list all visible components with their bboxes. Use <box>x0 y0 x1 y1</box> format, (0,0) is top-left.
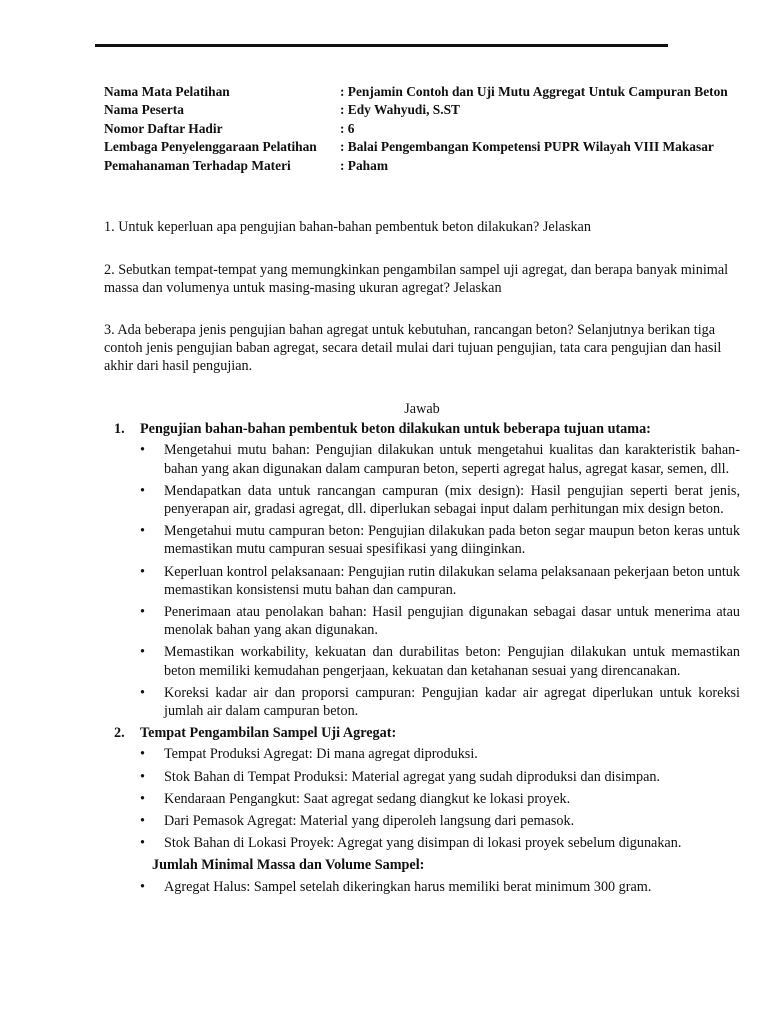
bullet-icon: • <box>140 768 145 785</box>
bullet-icon: • <box>140 878 145 895</box>
list-item <box>104 563 740 599</box>
bullet-icon: • <box>140 442 145 459</box>
section-number: 2. <box>114 725 125 742</box>
section-title: Tempat Pengambilan Sampel Uji Agregat: <box>140 725 397 742</box>
sample-mass-list <box>104 878 740 896</box>
list-item <box>104 834 740 852</box>
bullet-icon: • <box>140 482 145 499</box>
bullet-icon: • <box>140 644 145 661</box>
section-2-list <box>104 745 740 852</box>
bullet-icon: • <box>140 604 145 621</box>
bullet-icon: • <box>140 790 145 807</box>
info-label: Lembaga Penyelenggaraan Pelatihan <box>104 139 317 155</box>
info-value: : 6 <box>340 120 355 136</box>
list-item-text: Mengetahui mutu campuran beton: Pengujian dilakukan pada beton segar maupun beton keras untuk memastikan mutu campuran sesuai spesifikasi yang diinginkan. <box>164 523 740 558</box>
list-item <box>104 441 740 477</box>
list-item <box>104 603 740 639</box>
info-row-attendance <box>104 120 744 138</box>
list-item <box>104 482 740 518</box>
bullet-icon: • <box>140 835 145 852</box>
list-item <box>104 745 740 763</box>
info-label: Pemahanaman Terhadap Materi <box>104 157 291 173</box>
list-item <box>104 812 740 830</box>
list-item <box>104 768 740 786</box>
answers <box>104 400 740 900</box>
bullet-icon: • <box>140 684 145 701</box>
list-item-text: Mendapatkan data untuk rancangan campuran (mix design): Hasil pengujian seperti berat jenis, penyerapan air, gradasi agregat, dll. diperlukan sebagai input dalam perhitungan mix design beton. <box>164 482 740 518</box>
bullet-icon: • <box>140 563 145 580</box>
question-1: 1. Untuk keperluan apa pengujian bahan-bahan pembentuk beton dilakukan? Jelaskan <box>104 219 591 235</box>
info-row-course <box>104 83 744 101</box>
list-item <box>104 684 740 720</box>
list-item-text: Keperluan kontrol pelaksanaan: Pengujian rutin dilakukan selama pelaksanaan pekerjaan beton untuk memastikan konsistensi mutu bahan dan campuran. <box>164 563 740 598</box>
info-value: : Paham <box>340 157 388 173</box>
info-label: Nomor Daftar Hadir <box>104 120 223 136</box>
list-item-text: Stok Bahan di Tempat Produksi: Material agregat yang sudah diproduksi dan disimpan. <box>164 768 661 785</box>
section-1-list <box>104 441 740 720</box>
question-3: 3. Ada beberapa jenis pengujian bahan agregat untuk kebutuhan, rancangan beton? Selanjutnya berikan tiga contoh jenis pengujian baban agregat, secara detail mulai dari tujuan pengujian, tata cara pengujian dan hasil akhir dari hasil pengujian. <box>104 322 722 374</box>
section-1-heading <box>114 420 740 438</box>
questions <box>104 218 740 375</box>
sample-mass-heading: Jumlah Minimal Massa dan Volume Sampel: <box>152 857 425 874</box>
list-item-text: Penerimaan atau penolakan bahan: Hasil pengujian digunakan sebagai dasar untuk menerima atau menolak bahan yang akan digunakan. <box>164 604 740 639</box>
section-number: 1. <box>114 421 125 438</box>
list-item-text: Dari Pemasok Agregat: Material yang diperoleh langsung dari pemasok. <box>164 813 575 830</box>
list-item-text: Agregat Halus: Sampel setelah dikeringkan harus memiliki berat minimum 300 gram. <box>164 878 652 895</box>
info-label: Nama Peserta <box>104 102 184 118</box>
list-item-text: Stok Bahan di Lokasi Proyek: Agregat yang disimpan di lokasi proyek sebelum digunakan. <box>164 835 682 852</box>
answer-title: Jawab <box>404 401 440 417</box>
list-item <box>104 878 740 896</box>
bullet-icon: • <box>140 523 145 540</box>
list-item <box>104 522 740 558</box>
list-item-text: Kendaraan Pengangkut: Saat agregat sedang diangkut ke lokasi proyek. <box>164 790 571 807</box>
list-item-text: Memastikan workability, kekuatan dan durabilitas beton: Pengujian dilakukan untuk memastikan beton memiliki kemudahan pengerjaan, kekuatan dan ketahanan sesuai yang direncanakan. <box>164 644 740 679</box>
info-row-understanding <box>104 157 744 175</box>
info-row-participant <box>104 101 744 119</box>
info-value: : Penjamin Contoh dan Uji Mutu Aggregat Untuk Campuran Beton <box>340 84 728 99</box>
info-label: Nama Mata Pelatihan <box>104 84 230 99</box>
bullet-icon: • <box>140 813 145 830</box>
list-item-text: Mengetahui mutu bahan: Pengujian dilakukan untuk mengetahui kualitas dan karakteristik bahan-bahan yang akan digunakan dalam campuran beton, seperti agregat halus, agregat kasar, semen, dll. <box>164 442 740 477</box>
section-2-heading <box>114 724 740 742</box>
info-value: : Balai Pengembangan Kompetensi PUPR Wilayah VIII Makasar <box>340 139 714 155</box>
info-value: : Edy Wahyudi, S.ST <box>340 102 460 118</box>
header-rule <box>95 44 668 47</box>
list-item-text: Koreksi kadar air dan proporsi campuran: Pengujian kadar air agregat diperlukan untuk koreksi jumlah air dalam campuran beton. <box>164 684 740 720</box>
list-item <box>104 790 740 808</box>
question-2: 2. Sebutkan tempat-tempat yang memungkinkan pengambilan sampel uji agregat, dan berapa banyak minimal massa dan volumenya untuk masing-masing ukuran agregat? Jelaskan <box>104 262 729 296</box>
list-item-text: Tempat Produksi Agregat: Di mana agregat diproduksi. <box>164 746 478 763</box>
list-item <box>104 643 740 679</box>
bullet-icon: • <box>140 746 145 763</box>
info-row-institution <box>104 138 744 156</box>
section-title: Pengujian bahan-bahan pembentuk beton dilakukan untuk beberapa tujuan utama: <box>140 421 651 438</box>
document-info <box>104 83 744 175</box>
